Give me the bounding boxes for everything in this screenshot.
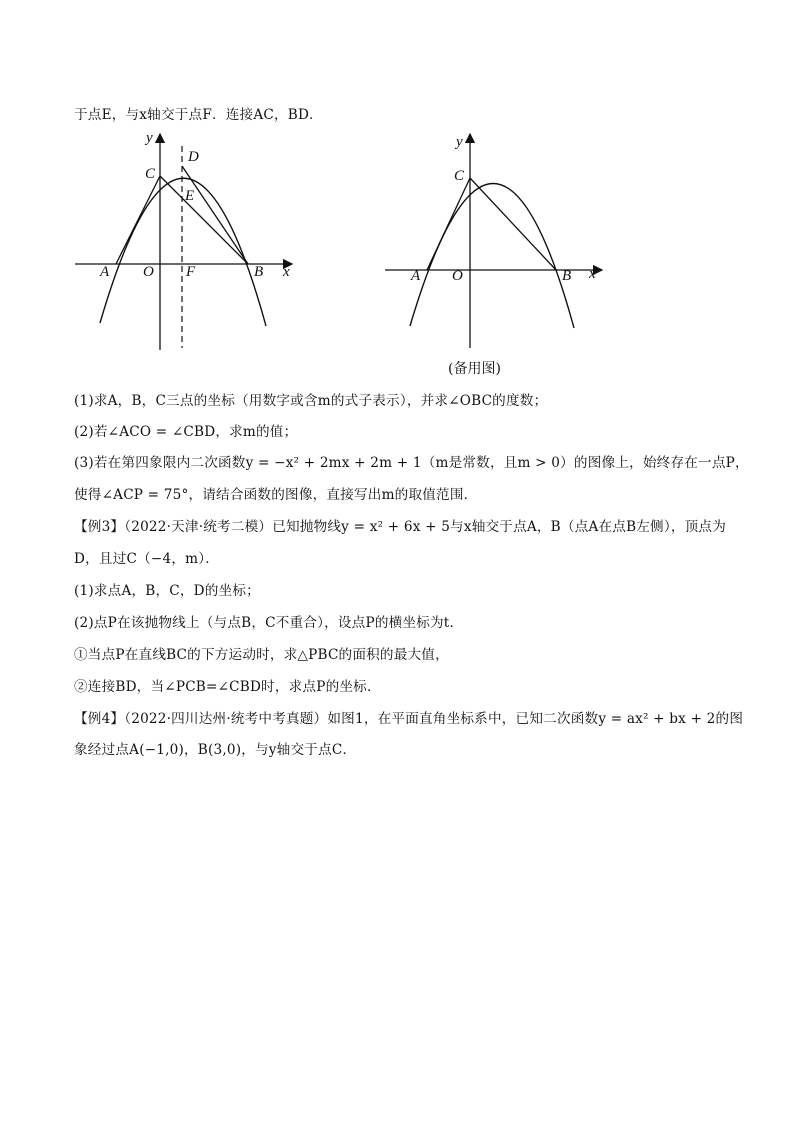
label-A: A xyxy=(411,268,421,284)
label-A: A xyxy=(100,264,110,280)
question-3: (3)若在第四象限内二次函数y = −x² + 2mx + 2m + 1（m是常数，且m > 0）的图像上，始终存在一点P， xyxy=(74,455,749,471)
label-D: D xyxy=(188,149,199,165)
example-3-q2-part1: ①当点P在直线BC的下方运动时，求△PBC的面积的最大值， xyxy=(74,647,449,663)
segment-CB xyxy=(160,176,248,264)
example-3-q2: (2)点P在该抛物线上（与点B，C不重合），设点P的横坐标为t． xyxy=(74,615,464,631)
label-x: x xyxy=(283,264,290,280)
intro-line: 于点E，与x轴交于点F．连接AC，BD． xyxy=(74,107,323,123)
label-B: B xyxy=(562,268,572,284)
figure-2-caption: (备用图) xyxy=(448,361,501,377)
label-O: O xyxy=(452,268,463,284)
example-3-heading: 【例3】（2022·天津·统考二模）已知抛物线y = x² + 6x + 5与x轴交于点A，B（点A在点B左侧），顶点为 xyxy=(74,519,727,535)
segment-AC xyxy=(116,176,160,264)
example-3-cont: D，且过C（−4，m）． xyxy=(74,551,219,567)
figure-2-parabola xyxy=(380,128,620,358)
example-4-cont: 象经过点A(−1,0)，B(3,0)，与y轴交于点C． xyxy=(74,742,357,758)
label-C: C xyxy=(145,166,156,182)
label-y: y xyxy=(456,134,463,150)
label-x: x xyxy=(589,266,596,282)
label-O: O xyxy=(143,264,154,280)
figure-1-parabola xyxy=(70,128,310,358)
example-4-heading: 【例4】（2022·四川达州·统考中考真题）如图1，在平面直角坐标系中，已知二次函数y = ax² + bx + 2的图 xyxy=(74,711,744,727)
example-3-q2-part2: ②连接BD，当∠PCB=∠CBD时，求点P的坐标． xyxy=(74,679,381,695)
label-C: C xyxy=(454,168,465,184)
example-3-q1: (1)求点A，B，C，D的坐标； xyxy=(74,583,260,599)
question-2: (2)若∠ACO = ∠CBD，求m的值； xyxy=(74,424,298,440)
parabola-curve xyxy=(410,183,574,328)
segment-BD xyxy=(182,166,248,264)
question-3-cont: 使得∠ACP = 75°，请结合函数的图像，直接写出m的取值范围． xyxy=(74,487,478,503)
label-F: F xyxy=(186,264,196,280)
label-y: y xyxy=(146,130,153,146)
segment-AC xyxy=(427,178,470,270)
label-B: B xyxy=(254,264,264,280)
label-E: E xyxy=(185,188,195,204)
question-1: (1)求A，B，C三点的坐标（用数字或含m的式子表示），并求∠OBC的度数； xyxy=(74,393,548,409)
parabola-curve xyxy=(100,178,266,326)
